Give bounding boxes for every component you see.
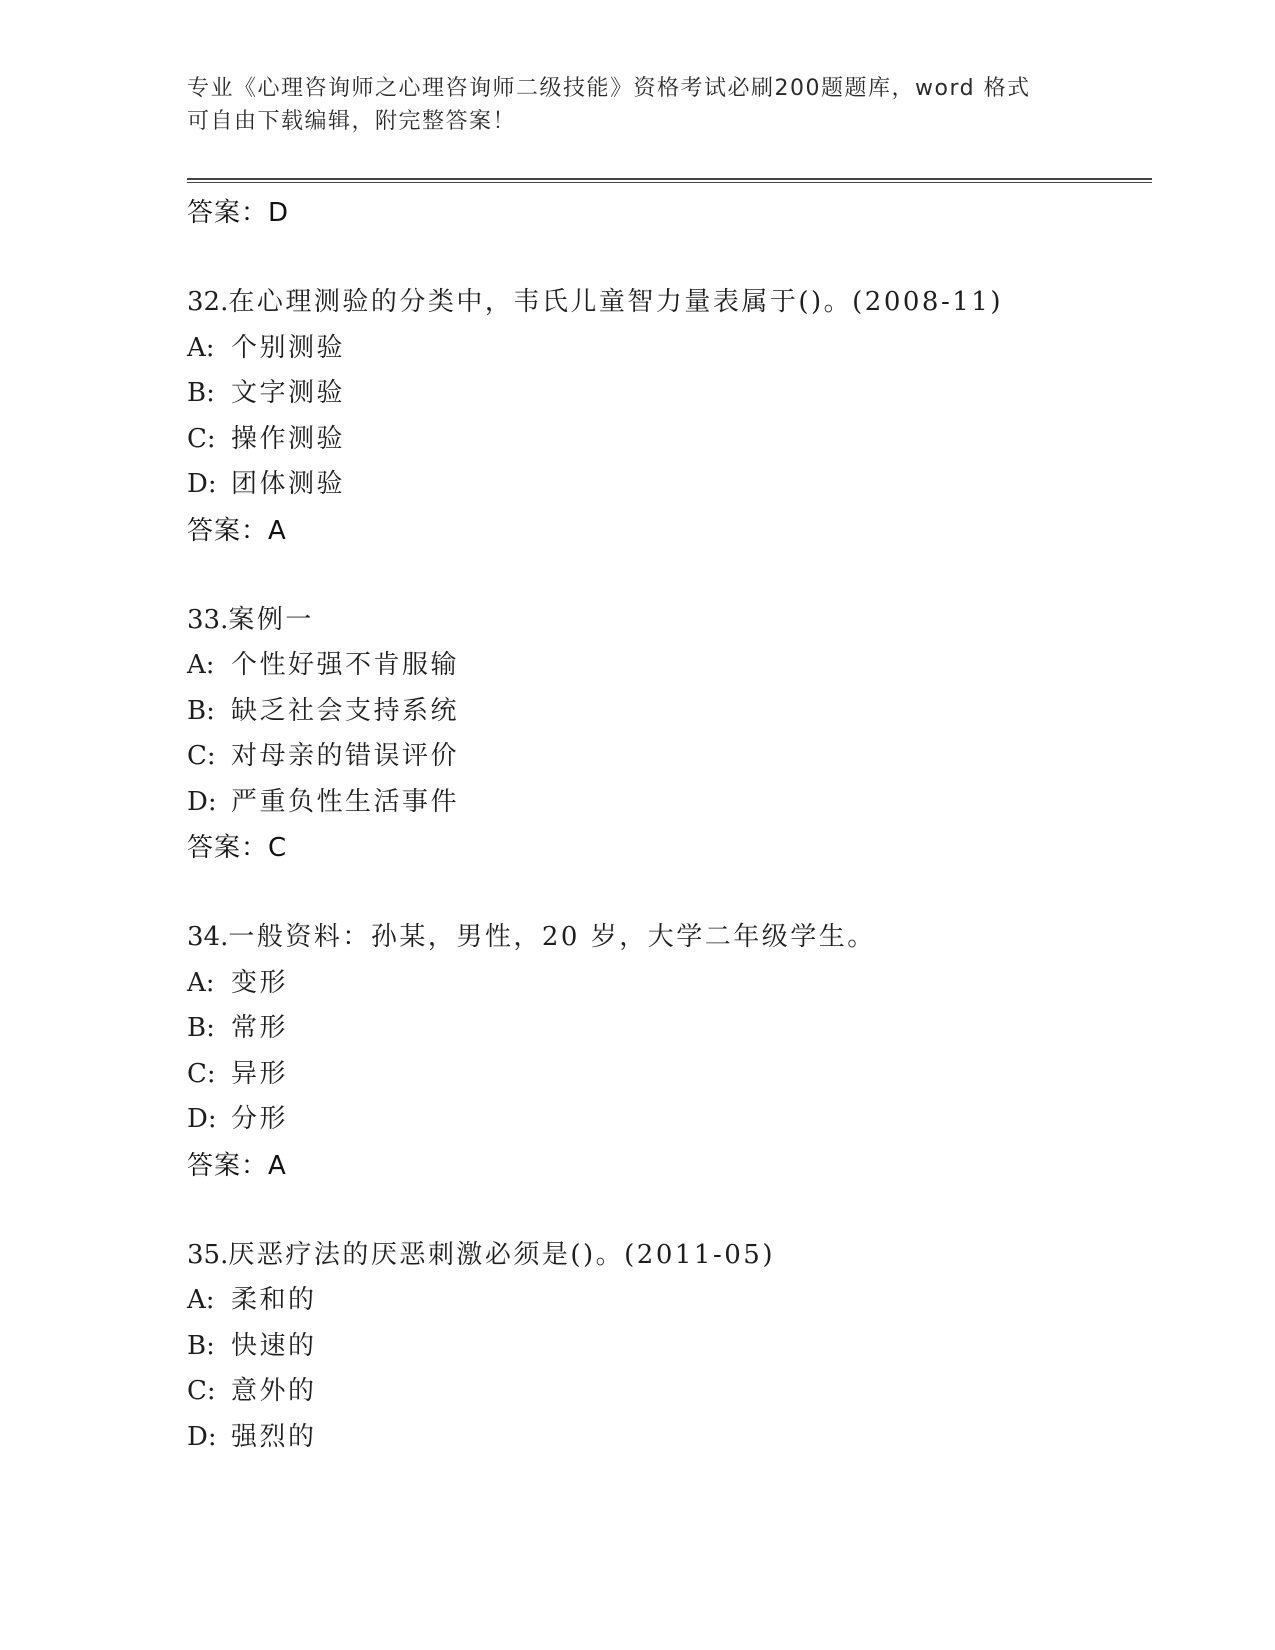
question-text: 案例一	[228, 604, 314, 635]
question-block	[187, 280, 1147, 554]
question-number: 35.	[187, 1239, 229, 1270]
question-stem	[187, 280, 1147, 326]
question-block	[187, 1233, 1147, 1461]
option-text: 个性好强不肯服输	[231, 650, 460, 680]
option-text: 分形	[231, 1104, 289, 1134]
option-c	[187, 1052, 1147, 1098]
option-key: B:	[187, 695, 215, 726]
option-d	[187, 780, 1147, 826]
option-b	[187, 1006, 1147, 1052]
question-text: 一般资料：孙某，男性，20 岁，大学二年级学生。	[228, 922, 876, 952]
question-block	[187, 915, 1147, 1189]
option-d	[187, 462, 1147, 508]
option-key: C:	[187, 1058, 216, 1089]
option-a	[187, 961, 1147, 1007]
question-number: 34.	[187, 922, 229, 952]
question-number: 33.	[187, 604, 229, 635]
option-text: 团体测验	[231, 469, 346, 499]
option-c	[187, 417, 1147, 463]
header-line-1: 专业《心理咨询师之心理咨询师二级技能》资格考试必刷200题题库，word 格式	[187, 76, 1031, 101]
option-b	[187, 1324, 1147, 1370]
question-stem	[187, 915, 1147, 961]
option-d	[187, 1097, 1147, 1143]
option-key: D:	[187, 1421, 217, 1452]
option-text: 强烈的	[231, 1421, 317, 1452]
option-key: B:	[187, 378, 215, 408]
question-block	[187, 598, 1147, 872]
option-text: 常形	[231, 1013, 289, 1043]
option-key: C:	[187, 1376, 216, 1406]
answer-line: 答案：A	[187, 515, 287, 546]
option-b	[187, 689, 1147, 735]
question-text: 厌恶疗法的厌恶刺激必须是()。(2011-05)	[228, 1239, 775, 1270]
question-number: 32.	[187, 287, 229, 317]
option-text: 柔和的	[231, 1285, 317, 1315]
option-text: 快速的	[231, 1330, 317, 1361]
answer-line: 答案：D	[187, 198, 290, 228]
option-key: B:	[187, 1013, 215, 1043]
option-key: A:	[187, 967, 215, 998]
option-key: C:	[187, 423, 216, 454]
option-key: A:	[187, 650, 215, 680]
option-c	[187, 1369, 1147, 1415]
option-key: B:	[187, 1330, 215, 1361]
header-line-2: 可自由下载编辑，附完整答案！	[187, 109, 517, 134]
option-key: D:	[187, 1104, 217, 1134]
answer-line: 答案：A	[187, 1150, 287, 1181]
question-stem	[187, 1233, 1147, 1279]
header-divider	[187, 178, 1152, 183]
option-d	[187, 1415, 1147, 1461]
option-key: A:	[187, 332, 215, 363]
option-a	[187, 326, 1147, 372]
answer-line: 答案：C	[187, 833, 288, 863]
option-text: 异形	[231, 1058, 289, 1089]
option-text: 文字测验	[231, 378, 346, 408]
option-b	[187, 371, 1147, 417]
question-text: 在心理测验的分类中，韦氏儿童智力量表属于()。(2008-11)	[228, 287, 1003, 317]
option-text: 操作测验	[231, 423, 346, 454]
option-text: 缺乏社会支持系统	[231, 695, 460, 726]
question-stem	[187, 598, 1147, 644]
option-text: 个别测验	[231, 332, 346, 363]
option-key: D:	[187, 469, 217, 499]
option-text: 严重负性生活事件	[231, 786, 460, 817]
option-a	[187, 1278, 1147, 1324]
option-key: C:	[187, 741, 216, 771]
option-a	[187, 643, 1147, 689]
option-text: 变形	[231, 967, 289, 998]
option-c	[187, 734, 1147, 780]
option-text: 对母亲的错误评价	[231, 741, 460, 771]
option-text: 意外的	[231, 1376, 317, 1406]
document-body	[187, 190, 1147, 1460]
option-key: D:	[187, 786, 217, 817]
document-header	[187, 72, 1087, 138]
option-key: A:	[187, 1285, 215, 1315]
